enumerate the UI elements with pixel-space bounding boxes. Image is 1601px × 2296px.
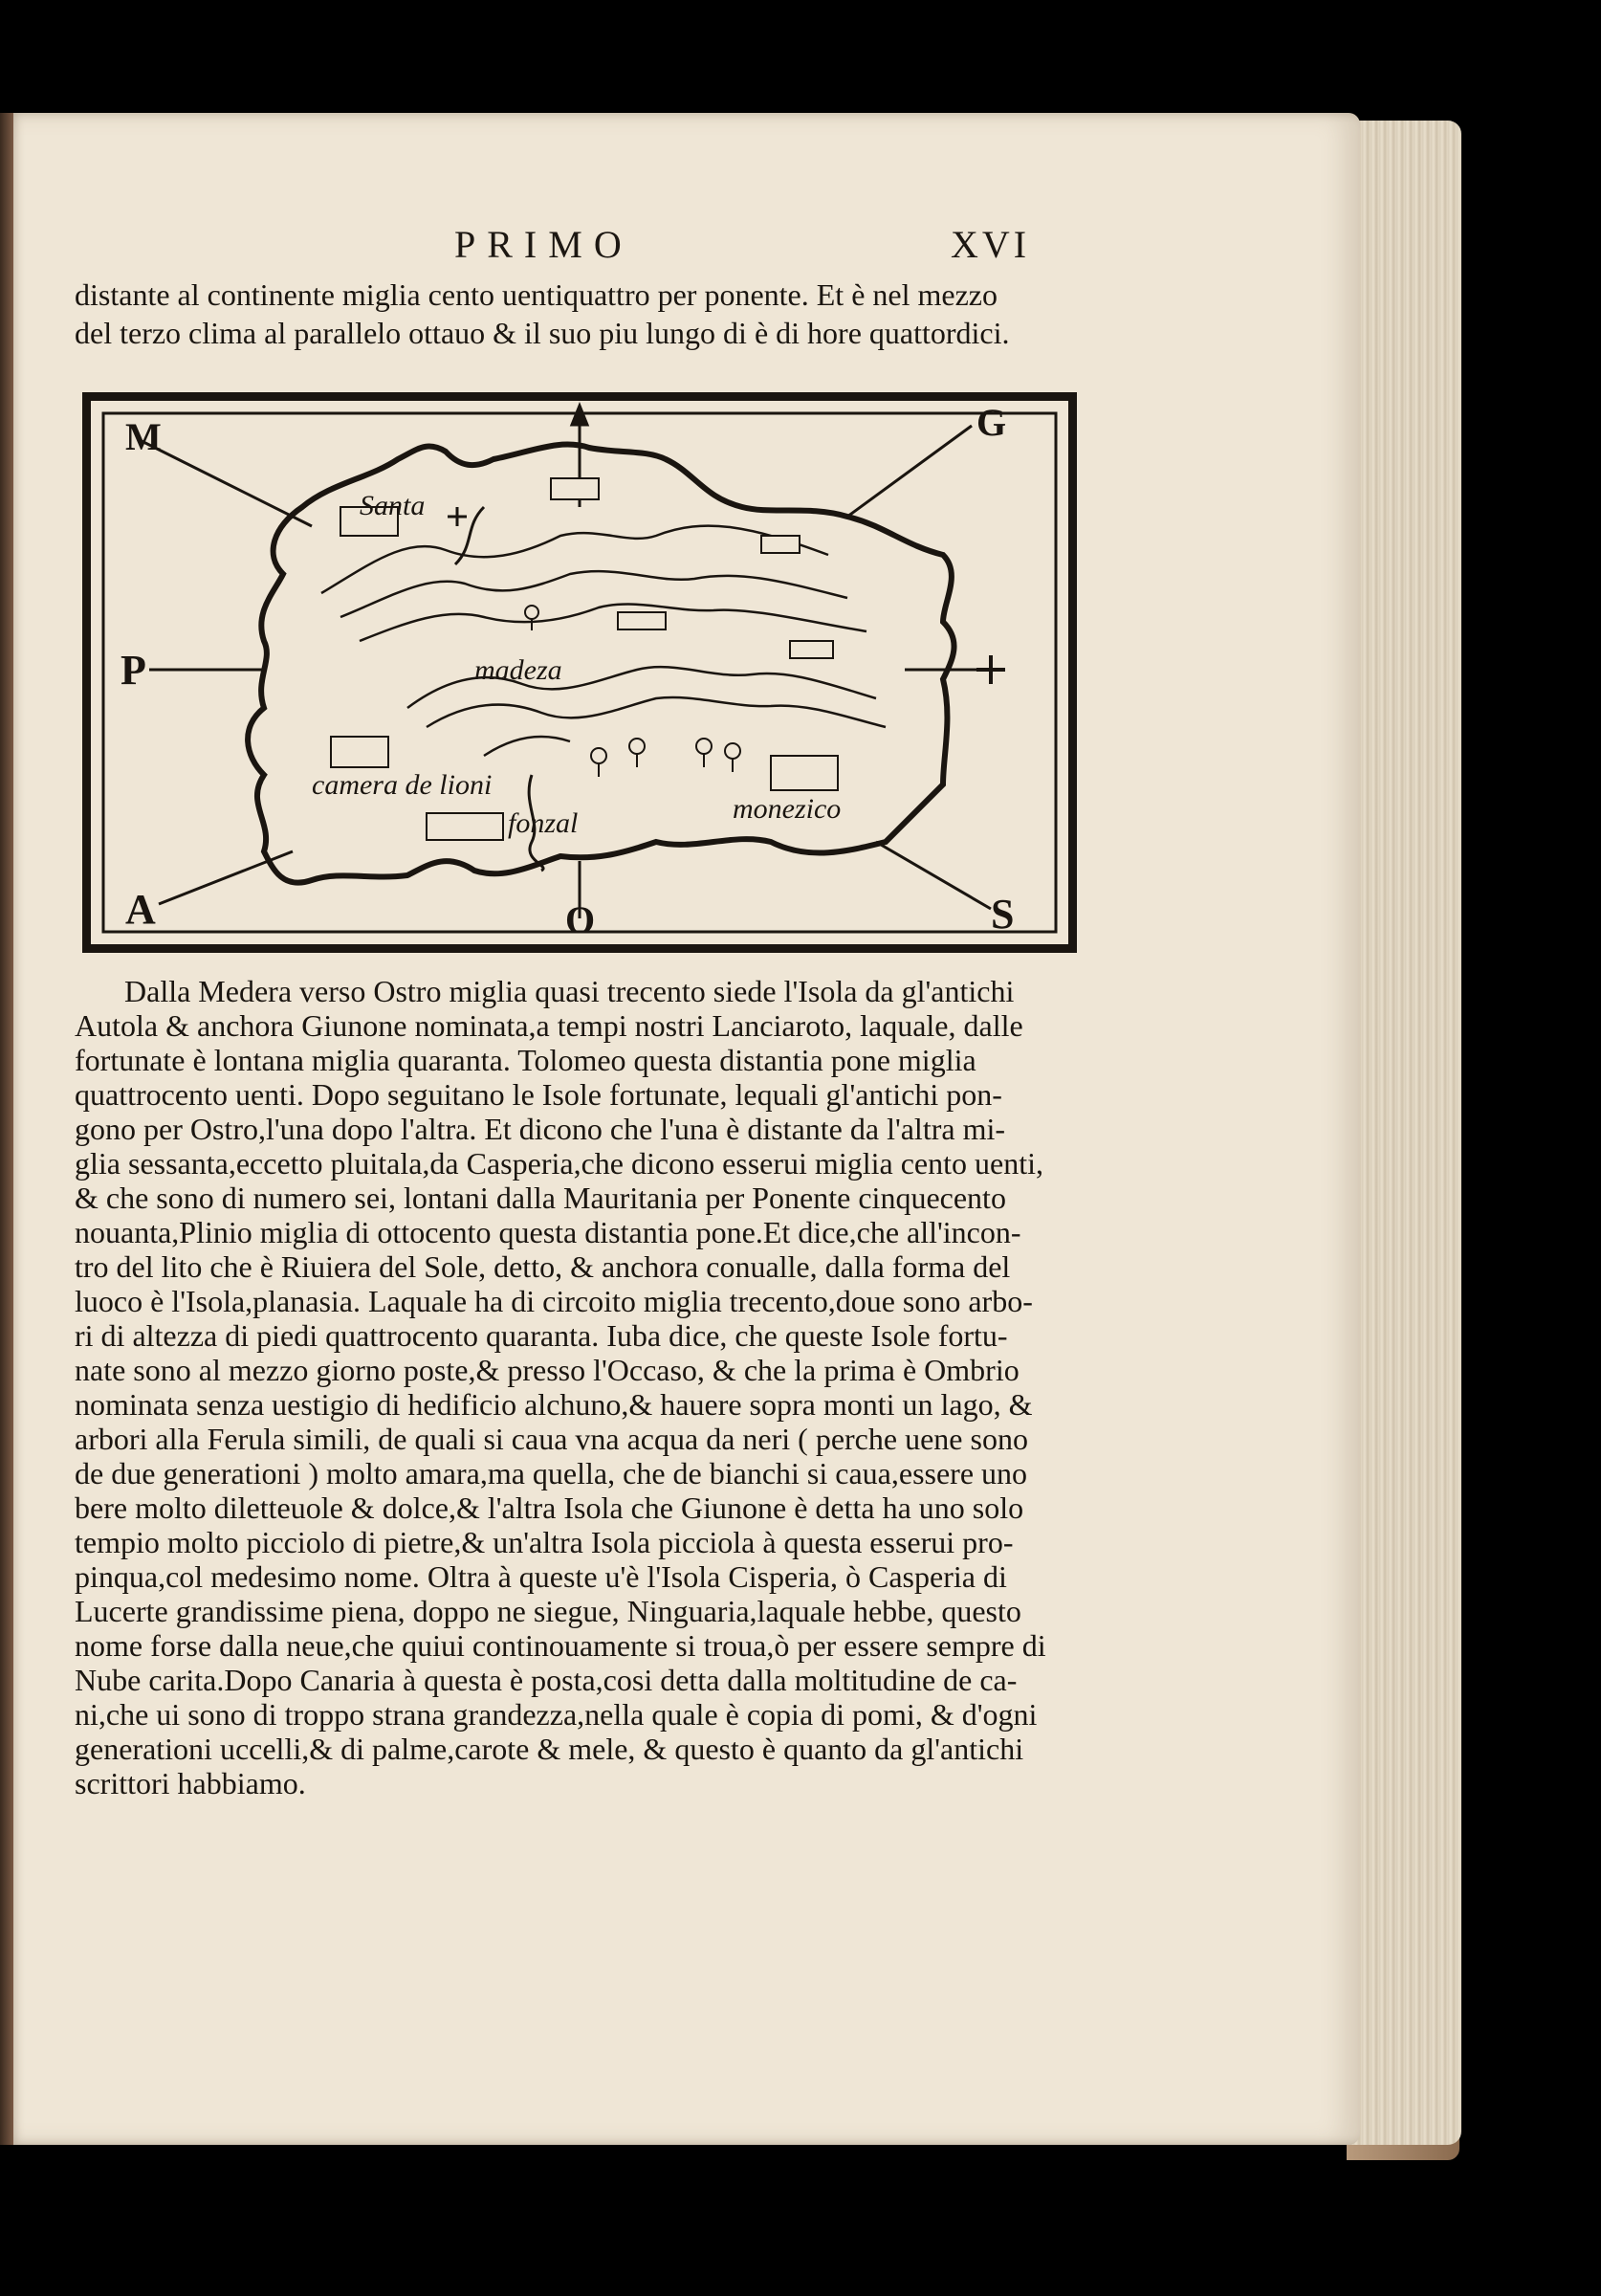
body-line: & che sono di numero sei, lontani dalla Mauritania per Ponente cinquecento [75,1181,1006,1215]
body-line: ni,che ui sono di troppo strana grandezza,nella quale è copia di pomi, & d'ogni [75,1697,1038,1732]
running-head: PRIMO [454,223,633,266]
body-line: fortunate è lontana miglia quaranta. Tolomeo questa distantia pone miglia [75,1043,976,1077]
woodcut-map [82,392,1077,953]
compass-G: G [976,401,1007,444]
body-line: tempio molto picciolo di pietre,& un'altra Isola picciola à questa esserui pro- [75,1525,1014,1559]
body-line: bere molto diletteuole & dolce,& l'altra Isola che Giunone è detta ha uno solo [75,1490,1024,1525]
compass-S: S [991,891,1015,938]
body-line: Autola & anchora Giunone nominata,a tempi nostri Lanciaroto, laquale, dalle [75,1008,1023,1043]
folio-number: XVI [951,223,1031,266]
body-line: Nube carita.Dopo Canaria à questa è posta,cosi detta dalla moltitudine de ca- [75,1663,1018,1697]
body-line: nome forse dalla neue,che quiui continouamente si troua,ò per essere sempre di [75,1628,1046,1663]
body-line: generationi uccelli,& di palme,carote & mele, & questo è quanto da gl'antichi [75,1732,1024,1766]
compass-O: O [565,898,596,941]
intro-line: distante al continente miglia cento uentiquattro per ponente. Et è nel mezzo [75,277,998,312]
intro-line: del terzo clima al parallelo ottauo & il suo piu lungo di è di hore quattordici. [75,316,1010,350]
cross-east-symbol [976,655,1005,684]
body-line: nouanta,Plinio miglia di ottocento questa distantia pone.Et dice,che all'incon- [75,1215,1021,1249]
body-line: luoco è l'Isola,planasia. Laquale ha di circoito miglia trecento,doue sono arbo- [75,1284,1033,1318]
compass-M: M [125,415,162,458]
body-line: gono per Ostro,l'una dopo l'altra. Et dicono che l'una è distante da l'altra mi- [75,1112,1005,1146]
spine-edge [0,113,13,2145]
label-santa: Santa [360,490,426,521]
body-line: nominata senza uestigio di hedificio alchuno,& hauere sopra monti un lago, & [75,1387,1033,1422]
body-line: Lucerte grandissime piena, doppo ne siegue, Ninguaria,laquale hebbe, questo [75,1594,1021,1628]
body-line: pinqua,col medesimo nome. Oltra à queste u'è l'Isola Cisperia, ò Casperia di [75,1559,1007,1594]
label-monezico: monezico [733,793,842,825]
body-line: Dalla Medera verso Ostro miglia quasi trecento siede l'Isola da gl'antichi [124,974,1015,1008]
body-line: ri di altezza di piedi quattrocento quaranta. Iuba dice, che queste Isole fortu- [75,1318,1008,1353]
body-line: tro del lito che è Riuiera del Sole, detto, & anchora conualle, dalla forma del [75,1249,1011,1284]
body-line: scrittori habbiamo. [75,1766,306,1800]
label-fonzal: fonzal [508,807,579,839]
compass-P: P [121,647,146,694]
compass-A: A [125,886,156,933]
label-madeza: madeza [474,654,562,686]
body-line: arbori alla Ferula simili, de quali si caua vna acqua da neri ( perche uene sono [75,1422,1028,1456]
north-marker [572,406,587,425]
body-line: glia sessanta,eccetto pluitala,da Casperia,che dicono esserui miglia cento uenti, [75,1146,1043,1181]
label-camera-de-lioni: camera de lioni [312,769,493,801]
body-line: de due generationi ) molto amara,ma quella, che de bianchi si caua,essere uno [75,1456,1028,1490]
body-line: nate sono al mezzo giorno poste,& presso l'Occaso, & che la prima è Ombrio [75,1353,1020,1387]
map-figure [82,392,1077,953]
body-line: quattrocento uenti. Dopo seguitano le Isole fortunate, lequali gl'antichi pon- [75,1077,1002,1112]
